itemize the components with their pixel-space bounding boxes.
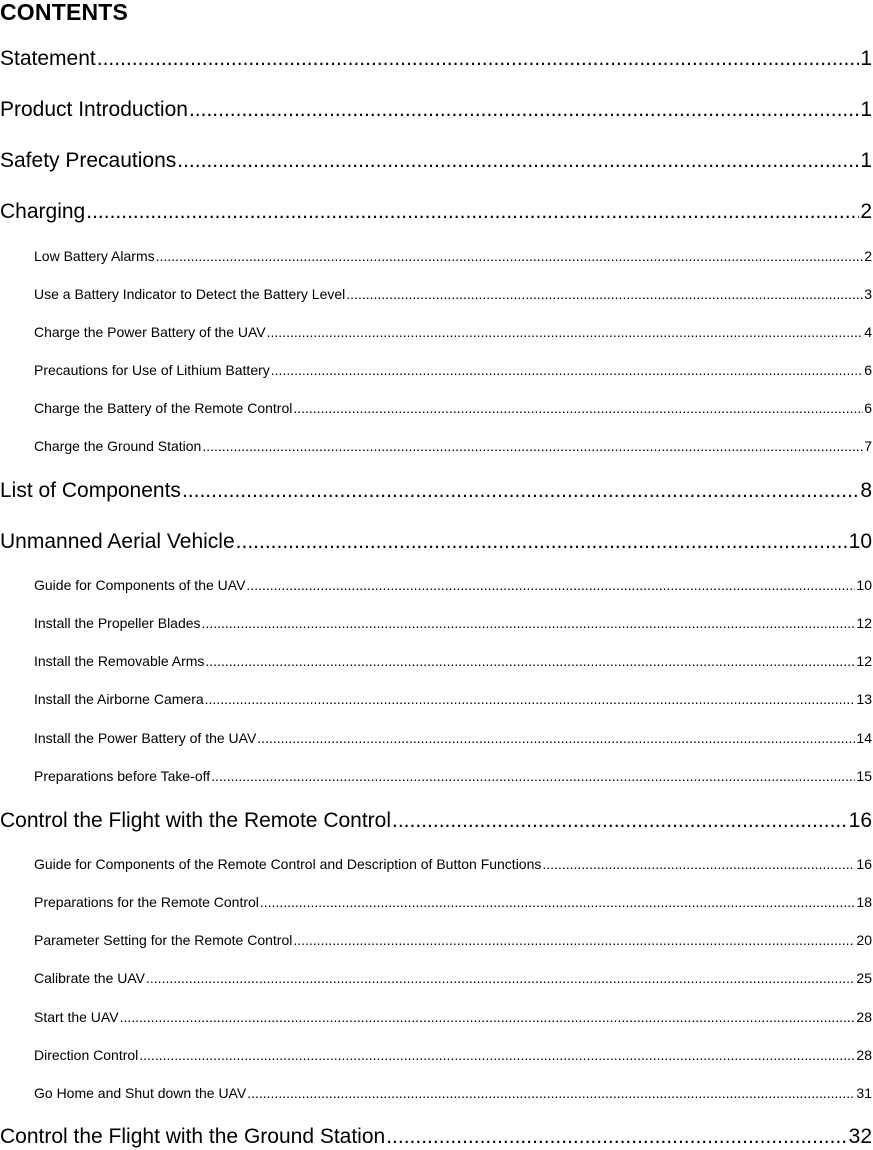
- dot-leader: [97, 46, 860, 72]
- toc-entry-label: List of Components: [0, 479, 181, 502]
- toc-subentry[interactable]: [34, 1046, 872, 1064]
- toc-entry-charging[interactable]: [0, 199, 872, 225]
- dot-leader: [189, 97, 859, 123]
- toc-entry-label: Charge the Battery of the Remote Control: [34, 400, 293, 416]
- toc-entry-label: Product Introduction: [0, 98, 188, 121]
- toc-entry-label: Install the Propeller Blades: [34, 615, 201, 631]
- dot-leader: [156, 247, 864, 265]
- toc-entry-page: 6: [864, 362, 872, 378]
- dot-leader: [293, 931, 855, 949]
- toc-entry-label: Direction Control: [34, 1047, 139, 1063]
- toc-entry-label: Statement: [0, 47, 96, 70]
- toc-entry-page: 18: [856, 894, 872, 910]
- page-title: CONTENTS: [0, 0, 129, 25]
- dot-leader: [211, 767, 855, 785]
- dot-leader: [120, 1008, 856, 1026]
- toc-subentry[interactable]: [34, 690, 872, 708]
- toc-entry-page: 25: [856, 970, 872, 986]
- toc-subentry[interactable]: [34, 576, 872, 594]
- dot-leader: [236, 529, 848, 555]
- dot-leader: [202, 437, 863, 455]
- toc-entry-label: Use a Battery Indicator to Detect the Battery Level: [34, 286, 346, 302]
- toc-subentry[interactable]: [34, 1008, 872, 1026]
- toc-entry-label: Go Home and Shut down the UAV: [34, 1085, 247, 1101]
- toc-entry-page: 20: [856, 932, 872, 948]
- toc-entry-page: 6: [864, 400, 872, 416]
- toc-entry-page: 15: [856, 768, 872, 784]
- toc-subentry[interactable]: [34, 1084, 872, 1102]
- toc-entry-label: Charge the Ground Station: [34, 438, 202, 454]
- toc-entry-label: Start the UAV: [34, 1009, 119, 1025]
- toc-entry-label: Unmanned Aerial Vehicle: [0, 530, 235, 553]
- toc-subentry[interactable]: [34, 323, 872, 341]
- toc-entry-page: 2: [860, 200, 872, 223]
- toc-entry-safety-precautions[interactable]: [0, 148, 872, 174]
- toc-entry-label: Parameter Setting for the Remote Control: [34, 932, 293, 948]
- dot-leader: [346, 285, 863, 303]
- dot-leader: [257, 729, 855, 747]
- toc-subentry[interactable]: [34, 931, 872, 949]
- toc-subentry[interactable]: [34, 729, 872, 747]
- toc-entry-label: Preparations before Take-off: [34, 768, 211, 784]
- dot-leader: [205, 652, 855, 670]
- dot-leader: [139, 1046, 855, 1064]
- toc-subentry[interactable]: [34, 285, 872, 303]
- toc-entry-label: Safety Precautions: [0, 149, 177, 172]
- toc-subentry[interactable]: [34, 767, 872, 785]
- toc-entry-page: 10: [856, 577, 872, 593]
- toc-entry-label: Low Battery Alarms: [34, 248, 155, 264]
- dot-leader: [182, 478, 859, 504]
- dot-leader: [267, 323, 864, 341]
- dot-leader: [271, 361, 863, 379]
- toc-entry-page: 7: [864, 438, 872, 454]
- toc-entry-page: 16: [848, 809, 872, 832]
- toc-entry-label: Calibrate the UAV: [34, 970, 146, 986]
- dot-leader: [146, 969, 855, 987]
- dot-leader: [260, 893, 856, 911]
- toc-subentry[interactable]: [34, 652, 872, 670]
- toc-entry-label: Charging: [0, 200, 86, 223]
- toc-subentry[interactable]: [34, 437, 872, 455]
- toc-subentry[interactable]: [34, 247, 872, 265]
- toc-entry-ground-station[interactable]: [0, 1124, 872, 1150]
- toc-entry-page: 12: [856, 653, 872, 669]
- toc-entry-page: 16: [856, 856, 872, 872]
- toc-subentry[interactable]: [34, 893, 872, 911]
- dot-leader: [86, 199, 859, 225]
- toc-entry-page: 4: [864, 324, 872, 340]
- toc-entry-page: 3: [864, 286, 872, 302]
- toc-entry-label: Guide for Components of the UAV: [34, 577, 246, 593]
- toc-entry-page: 1: [860, 47, 872, 70]
- dot-leader: [386, 1124, 847, 1150]
- toc-subentry[interactable]: [34, 361, 872, 379]
- toc-entry-label: Install the Removable Arms: [34, 653, 205, 669]
- dot-leader: [246, 576, 855, 594]
- toc-entry-label: Control the Flight with the Ground Station: [0, 1125, 386, 1148]
- toc-entry-page: 12: [856, 615, 872, 631]
- dot-leader: [247, 1084, 855, 1102]
- toc-entry-page: 10: [848, 530, 872, 553]
- toc-entry-label: Install the Airborne Camera: [34, 691, 204, 707]
- toc-entry-page: 1: [860, 149, 872, 172]
- toc-entry-label: Control the Flight with the Remote Control: [0, 809, 392, 832]
- toc-entry-list-of-components[interactable]: [0, 478, 872, 504]
- toc-entry-label: Charge the Power Battery of the UAV: [34, 324, 266, 340]
- toc-entry-page: 8: [860, 479, 872, 502]
- toc-subentry[interactable]: [34, 399, 872, 417]
- dot-leader: [205, 690, 856, 708]
- toc-entry-label: Preparations for the Remote Control: [34, 894, 259, 910]
- toc-entry-unmanned-aerial-vehicle[interactable]: [0, 529, 872, 555]
- toc-entry-page: 1: [860, 98, 872, 121]
- toc-entry-label: Precautions for Use of Lithium Battery: [34, 362, 270, 378]
- toc-subentry[interactable]: [34, 855, 872, 873]
- toc-entry-page: 14: [856, 730, 872, 746]
- toc-entry-page: 13: [856, 691, 872, 707]
- toc-entry-page: 28: [856, 1047, 872, 1063]
- toc-entry-remote-control[interactable]: [0, 808, 872, 834]
- toc-entry-page: 31: [856, 1085, 872, 1101]
- dot-leader: [202, 614, 856, 632]
- toc-subentry[interactable]: [34, 614, 872, 632]
- dot-leader: [392, 808, 848, 834]
- toc-entry-page: 32: [848, 1125, 872, 1148]
- toc-entry-label: Guide for Components of the Remote Control and Description of Button Functions: [34, 856, 542, 872]
- dot-leader: [542, 855, 855, 873]
- dot-leader: [293, 399, 863, 417]
- toc-entry-statement[interactable]: [0, 46, 872, 72]
- toc-entry-page: 2: [864, 248, 872, 264]
- toc-subentry[interactable]: [34, 969, 872, 987]
- toc-entry-product-introduction[interactable]: [0, 97, 872, 123]
- toc-entry-page: 28: [856, 1009, 872, 1025]
- dot-leader: [177, 148, 859, 174]
- toc-entry-label: Install the Power Battery of the UAV: [34, 730, 257, 746]
